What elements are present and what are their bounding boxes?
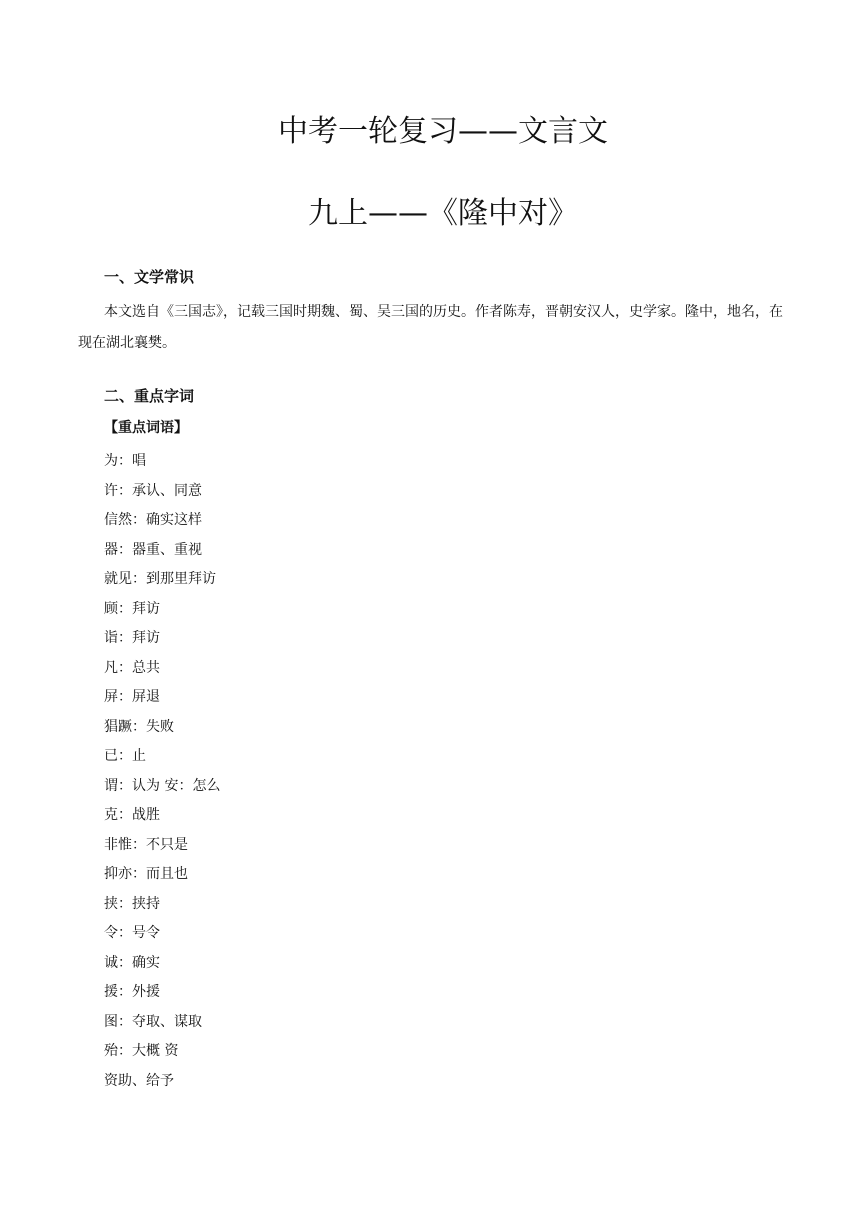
vocabulary-list <box>104 447 220 1096</box>
vocab-item: 诣：拜访 <box>104 630 160 646</box>
document-title: 中考一轮复习——文言文 <box>278 114 608 149</box>
vocab-item: 挟：挟持 <box>104 895 160 912</box>
vocab-item: 非惟：不只是 <box>104 836 188 853</box>
section-heading-key-words: 二、重点字词 <box>104 387 195 405</box>
vocab-item: 援：外援 <box>104 984 160 1000</box>
literary-knowledge-paragraph: 本文选自《三国志》，记载三国时期魏、蜀、吴三国的历史。作者陈寿，晋朝安汉人，史学家。隆中，地名，在现在湖北襄樊。 <box>78 304 783 351</box>
key-words-subheading: 【重点词语】 <box>104 420 188 436</box>
section-heading-literary-knowledge: 一、文学常识 <box>104 268 195 286</box>
vocab-item: 许：承认、同意 <box>104 482 202 499</box>
vocab-item: 谓：认为 安：怎么 <box>104 777 221 794</box>
vocab-item: 猖蹶：失败 <box>104 718 174 735</box>
vocab-item: 凡：总共 <box>104 659 160 676</box>
vocab-item: 图：夺取、谋取 <box>104 1013 202 1030</box>
vocab-item: 信然：确实这样 <box>104 512 202 528</box>
vocab-item: 令：号令 <box>104 925 160 941</box>
vocab-item: 屏：屏退 <box>104 689 160 705</box>
vocab-item: 器：器重、重视 <box>104 541 202 558</box>
vocab-item: 为：唱 <box>104 453 146 469</box>
document-subtitle: 九上——《隆中对》 <box>308 196 578 231</box>
vocab-item: 资助、给予 <box>104 1072 174 1089</box>
vocab-item: 诚：确实 <box>104 954 160 971</box>
vocab-item: 殆：大概 资 <box>104 1043 179 1059</box>
vocab-item: 就见：到那里拜访 <box>104 571 216 587</box>
vocab-item: 克：战胜 <box>104 807 160 823</box>
vocab-item: 抑亦：而且也 <box>104 866 188 882</box>
vocab-item: 已：止 <box>104 748 146 764</box>
vocab-item: 顾：拜访 <box>104 600 160 617</box>
